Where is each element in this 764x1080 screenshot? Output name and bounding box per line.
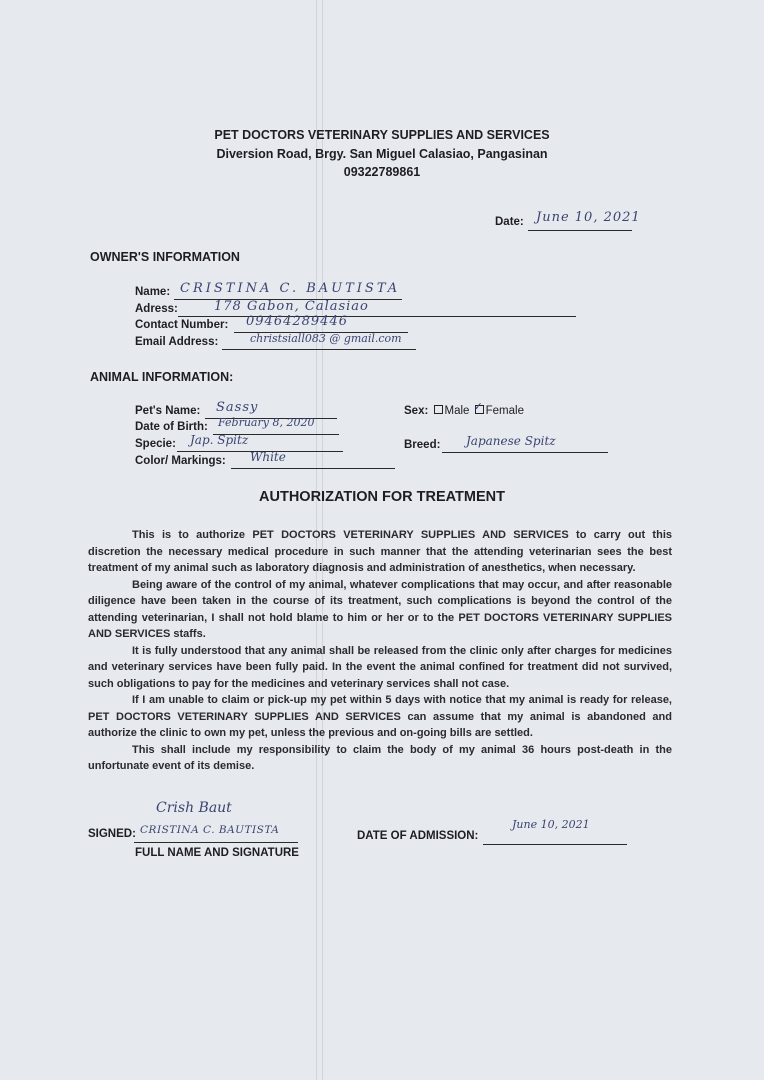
authorization-title: AUTHORIZATION FOR TREATMENT [259,489,505,505]
sex-field [404,400,524,417]
owner-contact-value: 09464289446 [246,314,348,329]
signature-caption: FULL NAME AND SIGNATURE [135,847,299,859]
signed-label: SIGNED: [88,828,136,840]
authorization-text [88,527,672,775]
sex-male-label: Male [444,405,470,417]
color-value: White [250,450,286,464]
signed-line [134,842,298,843]
specie-value: Jap. Spitz [190,433,249,447]
owner-contact-label: Contact Number: [135,319,229,331]
signed-name: CRISTINA C. BAUTISTA [140,824,280,836]
owner-section-title: OWNER'S INFORMATION [90,250,240,264]
sex-female-label: Female [485,405,524,417]
pet-name-value: Sassy [216,400,259,415]
authorization-paragraph: This shall include my responsibility to claim the body of my animal 36 hours post-death in the unfortunate event of its demise. [88,743,672,772]
admission-value: June 10, 2021 [512,818,590,831]
sex-label: Sex: [404,405,429,417]
clinic-name: PET DOCTORS VETERINARY SUPPLIES AND SERVICES [214,128,550,142]
clinic-phone: 09322789861 [343,165,421,179]
check-mark-icon: ✓ [473,400,483,413]
color-label: Color/ Markings: [135,455,226,467]
pet-name-label: Pet's Name: [135,405,201,417]
sex-female-checkbox[interactable] [473,400,484,414]
date-line [528,230,632,231]
breed-value: Japanese Spitz [466,434,556,448]
color-line [231,468,395,469]
admission-line [483,844,627,845]
owner-name-value: CRISTINA C. BAUTISTA [180,281,401,296]
owner-email-value: christsiall083 @ gmail.com [250,332,402,345]
admission-label: DATE OF ADMISSION: [357,830,479,842]
authorization-paragraph: It is fully understood that any animal shall be released from the clinic only after charges for medicines and veterinary services have been fully paid. In the event the animal confined for treatment did not survived, such obligations to pay for the medicines and veterinary services shall not case. [88,644,672,690]
dob-value: February 8, 2020 [218,416,315,429]
authorization-paragraph: This is to authorize PET DOCTORS VETERINARY SUPPLIES AND SERVICES to carry out this discretion the necessary medical procedure in such manner that the attending veterinarian sees the best treatment of my animal such as laboratory diagnosis and administration of anesthetics, when necessary. [88,529,672,574]
owner-address-label: Adress: [135,303,178,315]
date-label: Date: [495,216,524,228]
owner-address-line [178,316,576,317]
sex-male-checkbox[interactable] [434,405,443,414]
dob-label: Date of Birth: [135,421,208,433]
signature: Crish Baut [156,800,232,816]
breed-label: Breed: [404,439,441,451]
clinic-address: Diversion Road, Brgy. San Miguel Calasiao, Pangasinan [216,147,548,161]
owner-email-line [222,349,416,350]
authorization-paragraph: Being aware of the control of my animal, whatever complications that may occur, and after reasonable diligence have been taken in the course of its treatment, such complications is beyond the control of the attending veterinarian, I shall not hold blame to him or her or to the PET DOCTORS VETERINARY SUPPLIES AND SERVICES staffs. [88,578,672,640]
specie-label: Specie: [135,438,176,450]
owner-email-label: Email Address: [135,336,219,348]
animal-section-title: ANIMAL INFORMATION: [90,370,234,384]
authorization-paragraph: If I am unable to claim or pick-up my pet within 5 days with notice that my animal is ready for release, PET DOCTORS VETERINARY SUPPLIES AND SERVICES can assume that my animal is abandoned and authorize the clinic to own my pet, unless the previous and on-going bills are settled. [88,694,672,739]
breed-line [442,452,608,453]
date-value: June 10, 2021 [536,210,641,225]
owner-address-value: 178 Gabon, Calasiao [214,299,369,314]
owner-name-label: Name: [135,286,171,298]
